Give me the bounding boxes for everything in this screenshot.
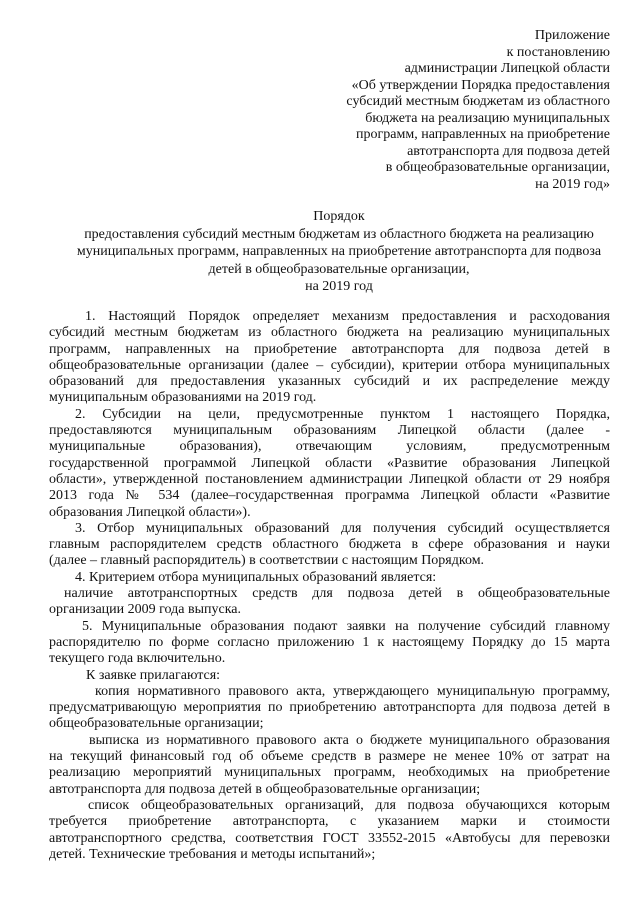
text-line: образования Липецкой области»). <box>49 504 251 520</box>
header-line: бюджета на реализацию муниципальных <box>365 110 610 126</box>
text-line: области», утвержденной постановлением администрации Липецкой области от 29 ноября <box>49 471 610 487</box>
paragraph-attachment-3 <box>49 798 610 863</box>
text-line: муниципальные образования), отвечающим условиям, предусмотренным <box>49 439 610 455</box>
title-line: предоставления субсидий местным бюджетам из областного бюджета на реализацию <box>84 226 594 242</box>
header-line: Приложение <box>534 28 610 43</box>
text-line: образований для предоставления указанных субсидий и их распределение между <box>49 374 610 390</box>
text-line: выписка из нормативного правового акта о бюджете муниципального образования <box>89 732 610 748</box>
paragraph-attachment-1 <box>49 684 610 733</box>
text-line: 4. Критерием отбора муниципальных образований является: <box>75 569 437 585</box>
text-line: (далее – главный распорядитель) в соответствии с настоящим Порядком. <box>49 553 485 569</box>
header-line: «Об утверждении Порядка предоставления <box>351 77 610 93</box>
text-line: предусматривающую мероприятия по приобретению автотранспорта для подвоза детей в <box>49 700 610 716</box>
header-line: субсидий местным бюджетам из областного <box>346 94 610 109</box>
text-line: 2013 года № 534 (далее–государственная программа Липецкой области «Развитие <box>49 488 610 504</box>
text-line: государственной программой Липецкой области «Развитие образования Липецкой <box>49 455 610 471</box>
appendix-header <box>310 28 610 193</box>
text-line: автотранспорта для подвоза детей в общеобразовательные организации; <box>49 781 481 797</box>
header-line: к постановлению <box>506 44 610 60</box>
paragraph-5 <box>49 619 610 668</box>
title-line: на 2019 год <box>305 279 373 294</box>
text-line: детей. Технические требования и методы испытаний»; <box>49 846 376 862</box>
paragraph-4 <box>49 570 610 586</box>
paragraph-4-criterion <box>49 586 610 619</box>
text-line: требуется приобретение автотранспорта, с указанием марки и стоимости <box>49 814 610 830</box>
text-line: 3. Отбор муниципальных образований для получения субсидий осуществляется <box>75 520 610 536</box>
text-line: программ, направленных на приобретение автотранспорта для подвоза детей в <box>49 341 610 357</box>
text-line: главным распорядителем средств областного бюджета в сфере образования и науки <box>49 537 610 553</box>
text-line: общеобразовательные организации; <box>49 716 264 732</box>
text-line: распорядителю по форме согласно приложению 1 к настоящему Порядку до 15 марта <box>49 634 610 650</box>
paragraph-1 <box>49 309 610 407</box>
document-title <box>40 208 638 296</box>
text-line: 5. Муниципальные образования подают заявки на получение субсидий главному <box>82 618 610 634</box>
text-line: автотранспортного средства, соответствия ГОСТ 33552-2015 «Автобусы для перевозки <box>49 830 610 846</box>
paragraph-3 <box>49 521 610 570</box>
document-body <box>49 309 610 863</box>
paragraph-attachments <box>49 668 610 684</box>
header-line: в общеобразовательные организации, <box>385 160 610 175</box>
text-line: субсидий местным бюджетам из областного бюджета на реализацию муниципальных <box>49 325 610 341</box>
header-line: программ, направленных на приобретение <box>356 127 610 142</box>
text-line: 2. Субсидии на цели, предусмотренные пунктом 1 настоящего Порядка, <box>75 406 610 422</box>
text-line: список общеобразовательных организаций, для подвоза обучающихся которым <box>88 797 610 813</box>
header-line: на 2019 год» <box>535 176 610 192</box>
title-line: Порядок <box>313 209 365 224</box>
text-line: общеобразовательные организации (далее – субсидии), критерии отбора муниципальных <box>49 357 610 373</box>
text-line: муниципальным образованиями на 2019 год. <box>49 390 317 406</box>
paragraph-attachment-2 <box>49 733 610 798</box>
text-line: 1. Настоящий Порядок определяет механизм предоставления и расходования <box>85 309 610 324</box>
header-line: администрации Липецкой области <box>404 61 610 76</box>
text-line: организации 2009 года выпуска. <box>49 602 242 618</box>
text-line: наличие автотранспортных средств для подвоза детей в общеобразовательные <box>64 586 610 602</box>
title-line: муниципальных программ, направленных на приобретение автотранспорта для подвоза <box>76 244 602 259</box>
text-line: предоставляются муниципальным образованиям Липецкой области (далее - <box>49 423 610 439</box>
text-line: на текущий финансовый год об объеме средств в размере не менее 10% от затрат на <box>49 749 610 765</box>
text-line: текущего года включительно. <box>49 651 226 667</box>
text-line: К заявке прилагаются: <box>86 667 221 683</box>
text-line: копия нормативного правового акта, утверждающего муниципальную программу, <box>95 683 610 699</box>
header-line: автотранспорта для подвоза детей <box>407 143 610 159</box>
paragraph-2 <box>49 407 610 521</box>
text-line: реализацию мероприятий муниципальных программ, необходимых на приобретение <box>49 765 610 781</box>
title-line: детей в общеобразовательные организации, <box>208 261 470 277</box>
